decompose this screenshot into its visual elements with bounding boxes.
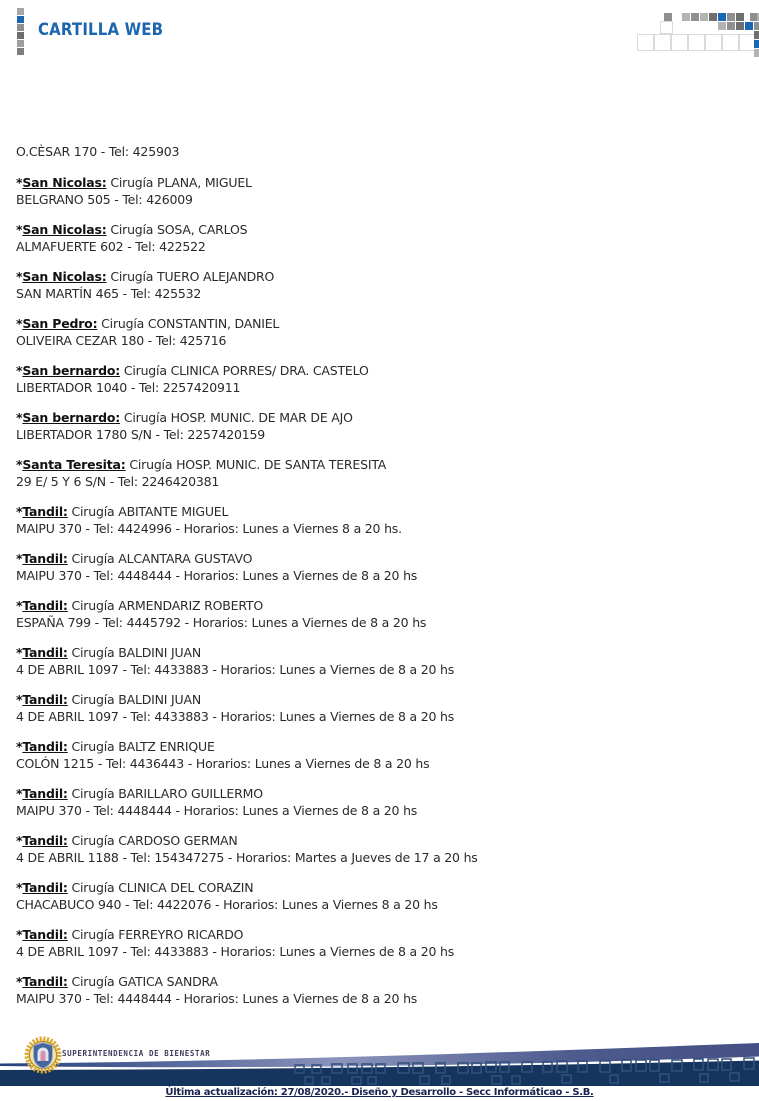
entry-details: MAIPU 370 - Tel: 4448444 - Horarios: Lunes a Viernes de 8 a 20 hs: [16, 991, 418, 1006]
entry-city: Tandil:: [22, 880, 68, 895]
entry-specialty: Cirugía: [101, 316, 145, 331]
directory-entry: [16, 879, 743, 913]
entry-provider: CONSTANTIN, DANIEL: [147, 316, 280, 331]
entry-marker: *: [16, 410, 23, 425]
header-mosaic-decoration-icon: [625, 8, 759, 60]
entry-marker: *: [16, 598, 23, 613]
entry-marker: *: [16, 551, 23, 566]
entry-details: ESPAÑA 799 - Tel: 4445792 - Horarios: Lunes a Viernes de 8 a 20 hs: [16, 615, 427, 630]
directory-entry: [16, 456, 743, 490]
entry-marker: *: [16, 363, 23, 378]
directory-entry: [16, 691, 743, 725]
entry-details: 4 DE ABRIL 1097 - Tel: 4433883 - Horarios: Lunes a Viernes de 8 a 20 hs: [16, 709, 455, 724]
entry-city: Tandil:: [22, 833, 68, 848]
entry-details: CHACABUCO 940 - Tel: 4422076 - Horarios: Lunes a Viernes 8 a 20 hs: [16, 897, 438, 912]
entry-specialty: Cirugía: [110, 269, 154, 284]
entry-specialty: Cirugía: [71, 880, 115, 895]
entry-provider: BARILLARO GUILLERMO: [118, 786, 263, 801]
entry-provider: BALDINI JUAN: [118, 692, 201, 707]
directory-entry: [16, 785, 743, 819]
entry-details: 4 DE ABRIL 1188 - Tel: 154347275 - Horarios: Martes a Jueves de 17 a 20 hs: [16, 850, 478, 865]
entry-details: MAIPU 370 - Tel: 4424996 - Horarios: Lunes a Viernes 8 a 20 hs.: [16, 521, 402, 536]
entry-city: Tandil:: [22, 739, 68, 754]
entry-city: Tandil:: [22, 786, 68, 801]
entry-provider: CARDOSO GERMAN: [118, 833, 238, 848]
entry-details: MAIPU 370 - Tel: 4448444 - Horarios: Lunes a Viernes de 8 a 20 hs: [16, 568, 418, 583]
entry-city: Tandil:: [22, 974, 68, 989]
directory-entry: [16, 926, 743, 960]
directory-entry: [16, 221, 743, 255]
entry-details: 4 DE ABRIL 1097 - Tel: 4433883 - Horarios: Lunes a Viernes de 8 a 20 hs: [16, 662, 455, 677]
entry-details: 4 DE ABRIL 1097 - Tel: 4433883 - Horarios: Lunes a Viernes de 8 a 20 hs: [16, 944, 455, 959]
footer-update-text: Última actualización: 27/08/2020.- Diseño y Desarrollo - Secc Informáticao - S.B.: [165, 1087, 594, 1098]
brand-squares-icon: [17, 8, 25, 58]
entry-marker: *: [16, 222, 23, 237]
entries-container: [16, 174, 743, 1007]
entry-city: San bernardo:: [22, 363, 121, 378]
entry-provider: GATICA SANDRA: [118, 974, 218, 989]
entry-city: Tandil:: [22, 645, 68, 660]
directory-entry: [16, 973, 743, 1007]
entry-details: 29 E/ 5 Y 6 S/N - Tel: 2246420381: [16, 474, 220, 489]
directory-entry: [16, 362, 743, 396]
entry-specialty: Cirugía: [71, 786, 115, 801]
entry-marker: *: [16, 316, 23, 331]
entry-specialty: Cirugía: [110, 175, 154, 190]
entry-marker: *: [16, 269, 23, 284]
entry-provider: PLANA, MIGUEL: [157, 175, 252, 190]
directory-entry: [16, 315, 743, 349]
entry-city: San Nicolas:: [22, 222, 107, 237]
entry-provider: ALCANTARA GUSTAVO: [118, 551, 253, 566]
entry-city: San Pedro:: [22, 316, 98, 331]
entry-marker: *: [16, 833, 23, 848]
entry-details: LIBERTADOR 1040 - Tel: 2257420911: [16, 380, 241, 395]
entry-provider: FERREYRO RICARDO: [118, 927, 244, 942]
entry-details: OLIVEIRA CEZAR 180 - Tel: 425716: [16, 333, 227, 348]
entry-city: Tandil:: [22, 504, 68, 519]
entry-provider: TUERO ALEJANDRO: [157, 269, 275, 284]
entry-details: COLÓN 1215 - Tel: 4436443 - Horarios: Lunes a Viernes de 8 a 20 hs: [16, 756, 430, 771]
entry-provider: SOSA, CARLOS: [157, 222, 248, 237]
entry-provider: ABITANTE MIGUEL: [118, 504, 229, 519]
entry-details: ALMAFUERTE 602 - Tel: 422522: [16, 239, 206, 254]
directory-entry: [16, 644, 743, 678]
directory-entry: [16, 550, 743, 584]
entry-details: MAIPU 370 - Tel: 4448444 - Horarios: Lunes a Viernes de 8 a 20 hs: [16, 803, 418, 818]
entry-provider: CLINICA PORRES/ DRA. CASTELO: [170, 363, 369, 378]
entry-marker: *: [16, 645, 23, 660]
entry-provider: ARMENDARIZ ROBERTO: [118, 598, 264, 613]
entry-provider: CLINICA DEL CORAZIN: [118, 880, 254, 895]
directory-listing: [0, 60, 759, 1007]
entry-marker: *: [16, 974, 23, 989]
entry-marker: *: [16, 927, 23, 942]
entry-city: San Nicolas:: [22, 175, 107, 190]
entry-specialty: Cirugía: [71, 833, 115, 848]
entry-specialty: Cirugía: [71, 598, 115, 613]
entry-marker: *: [16, 504, 23, 519]
entry-specialty: Cirugía: [71, 692, 115, 707]
page-header: [0, 0, 759, 60]
entry-marker: *: [16, 692, 23, 707]
directory-entry: [16, 268, 743, 302]
directory-entry: [16, 409, 743, 443]
entry-specialty: Cirugía: [71, 645, 115, 660]
entry-city: San bernardo:: [22, 410, 121, 425]
entry-provider: HOSP. MUNIC. DE MAR DE AJO: [170, 410, 353, 425]
page-footer: [0, 1036, 759, 1101]
entry-provider: HOSP. MUNIC. DE SANTA TERESITA: [176, 457, 387, 472]
directory-entry: [16, 738, 743, 772]
entry-details: LIBERTADOR 1780 S/N - Tel: 2257420159: [16, 427, 265, 442]
page-title: CARTILLA WEB: [38, 20, 164, 40]
directory-entry: [16, 832, 743, 866]
entry-city: San Nicolas:: [22, 269, 107, 284]
entry-specialty: Cirugía: [71, 504, 115, 519]
entry-specialty: Cirugía: [71, 974, 115, 989]
entry-specialty: Cirugía: [71, 739, 115, 754]
entry-city: Santa Teresita:: [22, 457, 126, 472]
entry-details: SAN MARTÍN 465 - Tel: 425532: [16, 286, 202, 301]
entry-city: Tandil:: [22, 598, 68, 613]
entry-marker: *: [16, 457, 23, 472]
entry-continuation-line: O.CÈSAR 170 - Tel: 425903: [16, 144, 180, 159]
entry-specialty: Cirugía: [123, 363, 167, 378]
entry-marker: *: [16, 175, 23, 190]
entry-details: BELGRANO 505 - Tel: 426009: [16, 192, 193, 207]
entry-marker: *: [16, 786, 23, 801]
entry-marker: *: [16, 739, 23, 754]
directory-entry: [16, 597, 743, 631]
organization-name: SUPERINTENDENCIA DE BIENESTAR: [62, 1049, 211, 1058]
directory-entry: [16, 174, 743, 208]
entry-city: Tandil:: [22, 927, 68, 942]
entry-specialty: Cirugía: [71, 927, 115, 942]
footer-swoosh-decoration-icon: [0, 1040, 759, 1090]
organization-logo-icon: [24, 1036, 62, 1074]
entry-specialty: Cirugía: [110, 222, 154, 237]
entry-city: Tandil:: [22, 692, 68, 707]
entry-provider: BALTZ ENRIQUE: [118, 739, 215, 754]
entry-city: Tandil:: [22, 551, 68, 566]
entry-provider: BALDINI JUAN: [118, 645, 201, 660]
entry-specialty: Cirugía: [129, 457, 173, 472]
directory-entry: [16, 503, 743, 537]
entry-marker: *: [16, 880, 23, 895]
entry-specialty: Cirugía: [123, 410, 167, 425]
entry-specialty: Cirugía: [71, 551, 115, 566]
